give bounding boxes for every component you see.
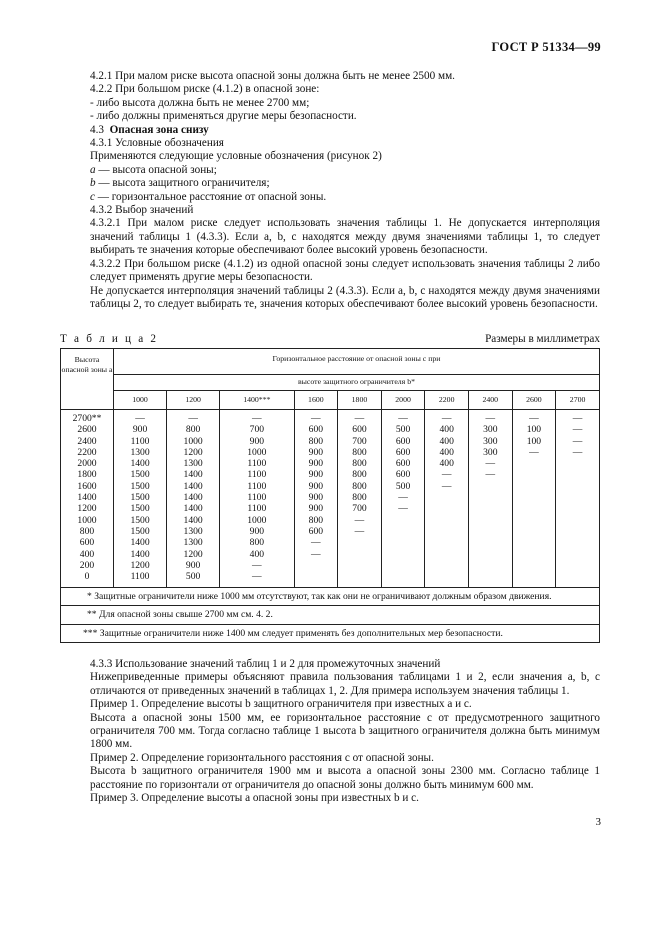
section-title: Опасная зона снизу — [109, 123, 209, 136]
col-header-2400: 2400 — [468, 391, 512, 410]
col-header-1000: 1000 — [114, 391, 167, 410]
para-4-3-2-1: 4.3.2.1 При малом риске следует использовать значения таблицы 1. Не допускается интерполяция значений таблицы 1 (4.3.3). Если a, b, c находятся между двумя значениями таблицы 1, то следует выбирать те значения которые обеспечивают более высокий уровень безопасности. — [90, 217, 600, 257]
table-body — [61, 410, 600, 588]
section-heading — [90, 124, 600, 137]
legend-c — [90, 191, 600, 204]
legend-c-sym: c — [90, 190, 95, 203]
col-header-2200: 2200 — [425, 391, 469, 410]
col-values-2400: — 300 300 300 — — — [468, 410, 512, 588]
example-2-title: Пример 2. Определение горизонтального расстояния c от опасной зоны. — [90, 751, 434, 764]
top-header: Горизонтальное расстояние от опасной зоны c при — [114, 349, 600, 375]
para-no-interp: Не допускается интерполяция значений таблицы 2 (4.3.3). Если a, b, c находятся между двумя значениями таблицы 2, то следует выбирать те, значения которых обеспечивают более высокий уровень безопасности. — [90, 284, 600, 310]
col-values-2700: — — — — — [556, 410, 600, 588]
col-values-1600: — 600 800 900 900 900 900 900 900 800 600 — — — [294, 410, 338, 588]
document-code: ГОСТ Р 51334—99 — [491, 40, 601, 54]
col-values-1400: — 700 900 1000 1100 1100 1100 1100 1100 1000 900 800 400 — — — [220, 410, 294, 588]
para-4-3-2: 4.3.2 Выбор значений — [90, 204, 194, 217]
table-2 — [60, 348, 600, 643]
column-headers — [61, 391, 600, 410]
example-3-title: Пример 3. Определение высоты a опасной зоны при известных b и c. — [90, 792, 419, 805]
para-legend-intro: Применяются следующие условные обозначения (рисунок 2) — [90, 150, 382, 163]
para-4-3-1: 4.3.1 Условные обозначения — [90, 137, 224, 150]
col-header-1800: 1800 — [338, 391, 382, 410]
col-values-2200: — 400 400 400 400 — — — [425, 410, 469, 588]
col-values-2600: — 100 100 — — [512, 410, 556, 588]
rows-height-values: 2700** 2600 2400 2200 2000 1800 1600 1400 1200 1000 800 600 400 200 0 — [61, 410, 114, 588]
col-header-2600: 2600 — [512, 391, 556, 410]
col-values-1200: — 800 1000 1200 1300 1400 1400 1400 1400 1400 1300 1300 1200 900 500 — [167, 410, 220, 588]
body-bottom — [90, 658, 600, 805]
sub-header: высоте защитного ограничителя b* — [114, 375, 600, 391]
legend-c-text: — горизонтальное расстояние от опасной зоны. — [94, 190, 327, 203]
table-units: Размеры в миллиметрах — [485, 333, 600, 345]
legend-b-sym: b — [90, 177, 96, 190]
col-header-1200: 1200 — [167, 391, 220, 410]
legend-b — [90, 177, 600, 190]
col-header-2700: 2700 — [556, 391, 600, 410]
legend-b-text: — высота защитного ограничителя; — [95, 177, 270, 190]
col-values-2000: — 500 600 600 600 600 500 — — — [381, 410, 425, 588]
table-note-3: *** Защитные ограничители ниже 1400 мм следует применять без дополнительных мер безопасности. — [61, 624, 600, 642]
legend-a-text: — высота опасной зоны; — [95, 163, 217, 176]
table-caption: Т а б л и ц а 2 — [60, 333, 159, 345]
para-4-2-2: 4.2.2 При большом риске (4.1.2) в опасной зоне: — [90, 83, 320, 96]
table-note-1: * Защитные ограничители ниже 1000 мм отсутствуют, так как они не ограничивают должным образом движения. — [61, 588, 600, 606]
example-1-title: Пример 1. Определение высоты b защитного ограничителя при известных a и c. — [90, 698, 472, 711]
example-1-text: Высота a опасной зоны 1500 мм, ее горизонтальное расстояние c от предусмотренного защитного ограничителя 700 мм. Тогда согласно таблице 1 высота b защитного ограничителя должна быть минимум 1800 мм. — [90, 711, 600, 751]
col-header-1400: 1400*** — [220, 391, 294, 410]
table-note-2: ** Для опасной зоны свыше 2700 мм см. 4. 2. — [61, 606, 600, 624]
para-4-3-3: 4.3.3 Использование значений таблиц 1 и 2 для промежуточных значений — [90, 658, 441, 670]
example-2-text: Высота b защитного ограничителя 1900 мм и высота a опасной зоны 2300 мм. Согласно таблице 1 расстояние по горизонтали от ограничителя до опасной зоны должно быть минимум 600 мм. — [90, 765, 600, 791]
list-item-1: - либо высота должна быть не менее 2700 мм; — [90, 96, 310, 109]
col-header-height: Высота опасной зоны a — [61, 349, 114, 410]
para-examples-intro: Нижеприведенные примеры объясняют правила пользования таблицами 1 и 2, если значения a, b, c отличаются от приведенных значений в таблицах 1, 2. Для примера используем значения таблицы 1. — [90, 671, 600, 697]
legend-a — [90, 164, 600, 177]
col-header-2000: 2000 — [381, 391, 425, 410]
col-values-1000: — 900 1100 1300 1400 1500 1500 1500 1500 1500 1500 1400 1400 1200 1100 — [114, 410, 167, 588]
col-header-1600: 1600 — [294, 391, 338, 410]
col-values-1800: — 600 700 800 800 800 800 800 700 — — — [338, 410, 382, 588]
page-number: 3 — [595, 816, 601, 828]
body-top — [90, 70, 600, 311]
legend-a-sym: a — [90, 163, 96, 176]
section-num: 4.3 — [90, 123, 104, 136]
list-item-2: - либо должны применяться другие меры безопасности. — [90, 110, 357, 123]
para-4-3-2-2: 4.3.2.2 При большом риске (4.1.2) из одной опасной зоны следует использовать значения таблицы 2 либо следует применять другие меры безопасности. — [90, 257, 600, 284]
para-4-2-1: 4.2.1 При малом риске высота опасной зоны должна быть не менее 2500 мм. — [90, 70, 455, 82]
